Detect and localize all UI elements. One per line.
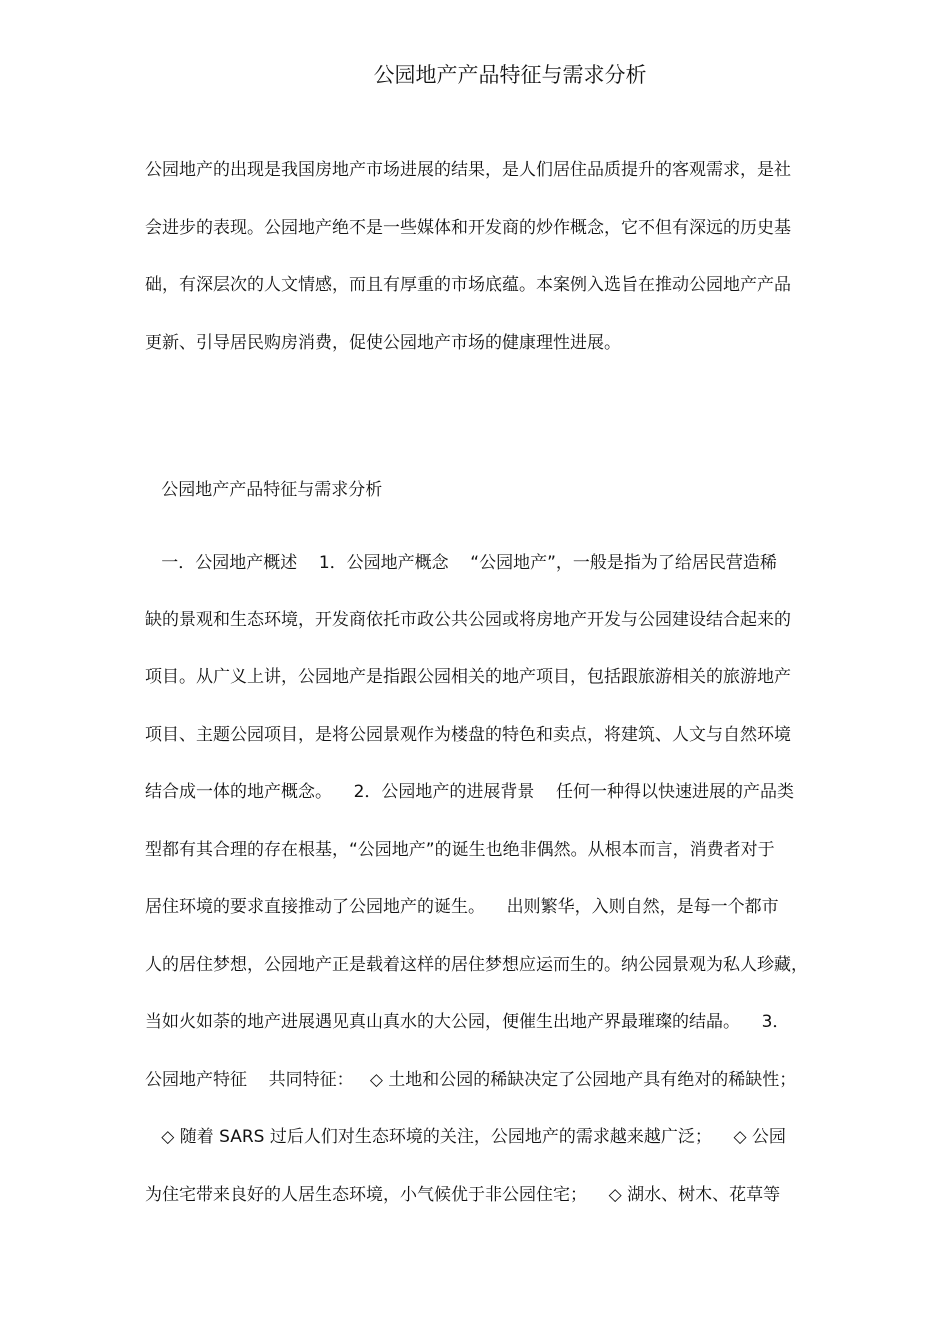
- body-line: 型都有其合理的存在根基，“公园地产”的诞生也绝非偶然。从根本而言，消费者对于: [145, 840, 775, 860]
- document-title: 公园地产产品特征与需求分析: [373, 63, 647, 87]
- body-line: 当如火如荼的地产进展遇见真山真水的大公园，便催生出地产界最璀璨的结晶。 3．: [145, 1012, 790, 1032]
- body-line: 结合成一体的地产概念。 2．公园地产的进展背景 任何一种得以快速进展的产品类: [145, 782, 795, 802]
- body-line: 为住宅带来良好的人居生态环境，小气候优于非公园住宅； ◇ 湖水、树木、花草等: [145, 1185, 781, 1205]
- body-line: 一．公园地产概述 1．公园地产概念 “公园地产”，一般是指为了给居民营造稀: [145, 553, 777, 573]
- intro-line: 公园地产的出现是我国房地产市场进展的结果，是人们居住品质提升的客观需求，是社: [145, 160, 791, 180]
- intro-line: 会进步的表现。公园地产绝不是一些媒体和开发商的炒作概念，它不但有深远的历史基: [145, 218, 791, 238]
- intro-line: 础，有深层次的人文情感，而且有厚重的市场底蕴。本案例入选旨在推动公园地产产品: [145, 275, 791, 295]
- intro-line: 更新、引导居民购房消费，促使公园地产市场的健康理性进展。: [145, 333, 621, 353]
- section-heading: 公园地产产品特征与需求分析: [145, 480, 383, 500]
- body-line: 人的居住梦想，公园地产正是载着这样的居住梦想应运而生的。纳公园景观为私人珍藏，: [145, 955, 808, 975]
- body-line: 居住环境的要求直接推动了公园地产的诞生。 出则繁华，入则自然，是每一个都市: [145, 897, 779, 917]
- body-line: 缺的景观和生态环境，开发商依托市政公共公园或将房地产开发与公园建设结合起来的: [145, 610, 791, 630]
- body-line: 项目。从广义上讲，公园地产是指跟公园相关的地产项目，包括跟旅游相关的旅游地产: [145, 667, 791, 687]
- body-line: ◇ 随着 SARS 过后人们对生态环境的关注，公园地产的需求越来越广泛； ◇ 公园: [145, 1127, 786, 1147]
- body-line: 公园地产特征 共同特征： ◇ 土地和公园的稀缺决定了公园地产具有绝对的稀缺性；: [145, 1070, 797, 1090]
- body-line: 项目、主题公园项目，是将公园景观作为楼盘的特色和卖点，将建筑、人文与自然环境: [145, 725, 791, 745]
